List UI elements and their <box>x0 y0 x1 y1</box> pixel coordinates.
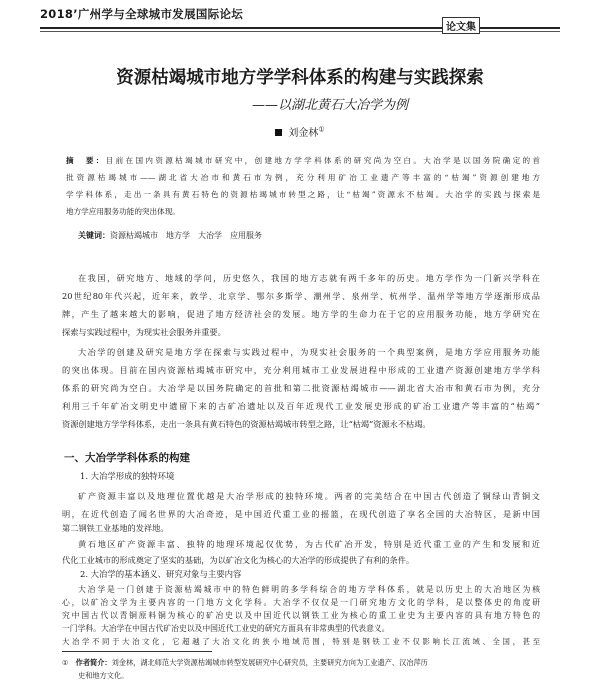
body-line: 利用三千年矿冶文明史中遗留下来的古矿冶遗址以及百年近现代工业发展史形成的矿冶工业遗产等丰富的“枯竭” <box>62 401 540 411</box>
subsection-heading: 2. 大冶学的基本涵义、研究对象与主要内容 <box>80 569 242 579</box>
body-line: 代化工业城市的形成奠定了坚实的基础，为以矿冶文化为核心的大冶学的形成提供了有利的条件。 <box>62 555 415 565</box>
header-rule <box>40 27 560 29</box>
body-line: 体系的研究尚为空白。大冶学是以国务院确定的首批和第二批资源枯竭城市——湖北省大冶市和黄石市为例，充分 <box>62 383 540 393</box>
body-line: 大冶学的创建及研究是地方学在探索与实践过程中，为现实社会服务的一个典型案例，是地方学应用服务功能 <box>78 347 540 357</box>
body-line: 探索与实践过程中，为现实社会服务并重要。 <box>62 327 226 337</box>
body-line: 的突出体现。目前在国内资源枯竭城市研究中，充分利用城市工业发展进程中形成的工业遗产资源创建地方学学科 <box>62 365 540 375</box>
body-line: 大冶学不同于大冶文化，它超越了大冶文化的狭小地域范围，特别是钢铁工业不仅影响长江流域、全国，甚至 <box>62 637 540 646</box>
square-bullet-icon <box>275 129 282 136</box>
body-line: 在我国，研究地方、地域的学问，历史悠久，我国的地方志就有两千多年的历史。地方学作为一门新兴学科在 <box>78 273 540 283</box>
body-line: 心，以矿冶文学为主要内容的一门地方文化学科。大冶学不仅仅是一门研究地方文化的学科，是以整体史的角度研 <box>62 598 540 607</box>
footnote-mark: ① <box>62 658 69 667</box>
body-line: 究中国古代以青铜原料铜为核心的矿冶史以及中国近代以钢铁工业为核心的重工业史为主要内容的具有地方特色的 <box>62 611 540 620</box>
footnote-label: 作者简介： <box>75 658 112 667</box>
subsection-heading: 1. 大冶学形成的独特环境 <box>80 471 175 481</box>
body-line: 黄石地区矿产资源丰富、独特的地理环境起仅优势，为古代矿冶开发，特别是近代重工业的产生和发展和近 <box>78 539 540 549</box>
body-line: 明，在近代创造了闻名世界的大冶奇迹，是中国近代重工业的摇篮，在现代创造了享名全国的大冶特区，是新中国 <box>62 509 540 519</box>
article-title: 资源枯竭城市地方学学科体系的构建与实践探索 <box>116 68 484 88</box>
footnote-rule <box>62 651 212 652</box>
body-line: 矿产资源丰富以及地理位置优越是大冶学形成的独特环境。两者的完美结合在中国古代创造了铜绿山青铜文 <box>78 491 540 501</box>
keywords-text: 资源枯竭城市 地方学 大冶学 应用服务 <box>110 231 262 240</box>
body-line: 第二钢铁工业基地的发祥地。 <box>62 523 169 533</box>
abstract-label: 摘 要： <box>66 156 106 165</box>
author-footnote-mark: ① <box>318 125 325 134</box>
footnote-line-2: 史和地方文化。 <box>78 671 129 680</box>
abstract-line-3: 学学科体系，走出一条具有黄石特色的资源枯竭城市转型之路，让“枯竭”资源永不枯竭。大冶学的实践与探索是 <box>66 190 540 199</box>
abstract-line-1: 摘 要：目前在国内资源枯竭城市研究中，创建地方学学科体系的研究尚为空白。大冶学是以国务院确定的首 <box>66 156 540 165</box>
body-line: 牌，产生了越来越大的影响，促进了地方经济社会的发展。地方学的生命力在于它的应用服务功能，地方学研究在 <box>62 309 540 319</box>
abstract-line-4: 地方学应用服务功能的突出体现。 <box>66 207 180 216</box>
section-tag: 论文集 <box>442 17 480 34</box>
body-line: 资源创建地方学学科体系，走出一条具有黄石特色的资源枯竭城市转型之路，让“枯竭”资源永不枯竭。 <box>62 419 431 429</box>
body-line: 20世纪80年代兴起，近年来，敦学、北京学、鄂尔多斯学、潮州学、泉州学、杭州学、温州学等地方学逐渐形成品 <box>62 291 540 301</box>
keywords <box>78 230 262 241</box>
footnote-line-1: ① 作者简介：刘金林，湖北师范大学资源枯竭城市转型发展研究中心研究员，主要研究方向为工业遗产、汉冶萍历 <box>62 658 428 667</box>
keywords-label: 关键词： <box>78 230 110 240</box>
abstract-line-2: 批资源枯竭城市——湖北省大冶市和黄石市为例，充分利用矿冶工业遗产等丰富的“枯竭”资源创建地方 <box>66 173 540 182</box>
article-subtitle: ——以湖北黄石大冶学为例 <box>251 98 408 113</box>
author-name: 刘金林 <box>288 128 319 139</box>
conference-header: 2018’广州学与全球城市发展国际论坛 <box>40 7 244 21</box>
section-heading: 一、大冶学学科体系的构建 <box>64 452 190 464</box>
author-line <box>0 124 600 139</box>
header-rule-thin <box>40 31 560 32</box>
body-line: 大冶学是一门创建于资源枯竭城市中的特色鲜明的多学科综合的地方学科体系，就是以历史上的大冶地区为核 <box>78 585 540 594</box>
body-line-extra: 一门学科。大冶学在中国古代矿冶史以及中国近代工业史的研究方面具有非常典型的代表意义。 <box>62 624 390 633</box>
